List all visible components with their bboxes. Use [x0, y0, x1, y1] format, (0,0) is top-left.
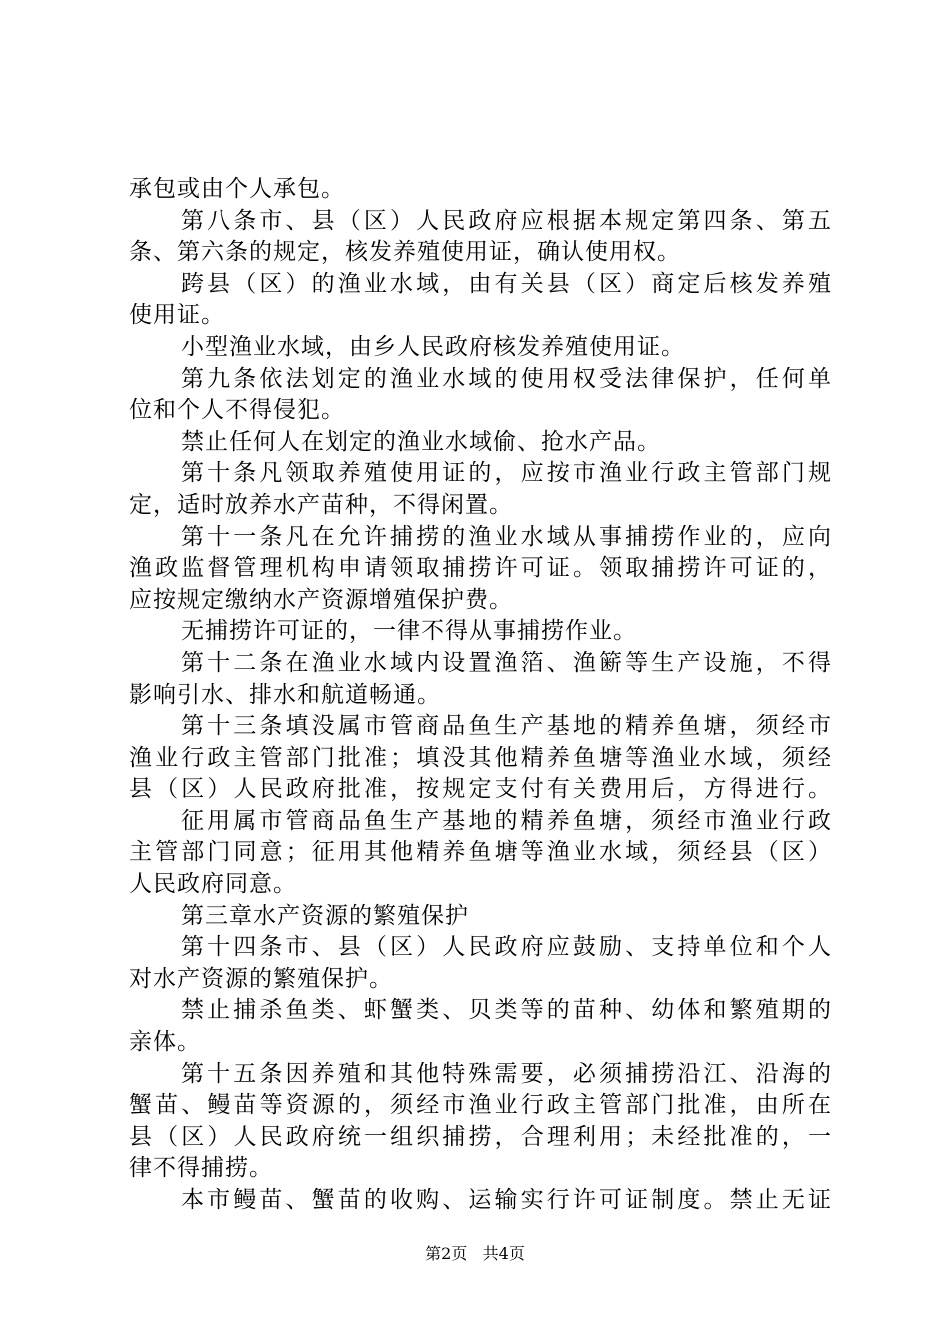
text-line: 蟹苗、鳗苗等资源的，须经市渔业行政主管部门批准，由所在 — [129, 1092, 831, 1119]
text-line: 第十二条在渔业水域内设置渔箔、渔簖等生产设施，不得 — [181, 649, 831, 676]
text-line: 禁止捕杀鱼类、虾蟹类、贝类等的苗种、幼体和繁殖期的 — [181, 997, 831, 1024]
text-line: 小型渔业水域，由乡人民政府核发养殖使用证。 — [181, 333, 685, 360]
text-line: 跨县（区）的渔业水域，由有关县（区）商定后核发养殖 — [181, 270, 831, 297]
text-line: 征用属市管商品鱼生产基地的精养鱼塘，须经市渔业行政 — [181, 807, 831, 834]
text-line: 第十三条填没属市管商品鱼生产基地的精养鱼塘，须经市 — [181, 713, 831, 740]
text-line: 定，适时放养水产苗种，不得闲置。 — [129, 491, 513, 518]
text-line: 渔政监督管理机构申请领取捕捞许可证。领取捕捞许可证的， — [129, 555, 831, 582]
page-total: 共4页 — [482, 1244, 525, 1263]
text-line: 禁止任何人在划定的渔业水域偷、抢水产品。 — [181, 428, 661, 455]
footer-gap — [472, 1244, 477, 1263]
text-line: 第十一条凡在允许捕捞的渔业水域从事捕捞作业的，应向 — [181, 523, 831, 550]
text-line: 位和个人不得侵犯。 — [129, 397, 345, 424]
text-line: 第十条凡领取养殖使用证的，应按市渔业行政主管部门规 — [181, 460, 831, 487]
text-line: 县（区）人民政府批准，按规定支付有关费用后，方得进行。 — [129, 776, 831, 803]
text-line: 律不得捕捞。 — [129, 1155, 273, 1182]
text-line: 影响引水、排水和航道畅通。 — [129, 681, 441, 708]
text-line: 无捕捞许可证的，一律不得从事捕捞作业。 — [181, 618, 637, 645]
text-line: 第九条依法划定的渔业水域的使用权受法律保护，任何单 — [181, 365, 831, 392]
text-line: 第八条市、县（区）人民政府应根据本规定第四条、第五 — [181, 207, 831, 234]
text-line: 本市鳗苗、蟹苗的收购、运输实行许可证制度。禁止无证 — [181, 1187, 831, 1213]
text-line: 对水产资源的繁殖保护。 — [129, 965, 393, 992]
text-line: 人民政府同意。 — [129, 871, 297, 898]
text-line: 主管部门同意；征用其他精养鱼塘等渔业水域，须经县（区） — [129, 839, 831, 866]
text-line: 应按规定缴纳水产资源增殖保护费。 — [129, 586, 513, 613]
text-line: 第十五条因养殖和其他特殊需要，必须捕捞沿江、沿海的 — [181, 1060, 831, 1087]
text-line: 条、第六条的规定，核发养殖使用证，确认使用权。 — [129, 239, 681, 266]
text-line: 使用证。 — [129, 302, 225, 329]
text-line: 承包或由个人承包。 — [129, 176, 345, 202]
document-body — [129, 174, 831, 1217]
text-line: 第十四条市、县（区）人民政府应鼓励、支持单位和个人 — [181, 934, 831, 961]
chapter-heading: 第三章水产资源的繁殖保护 — [181, 902, 469, 929]
page-number: 第2页 — [425, 1244, 468, 1263]
text-line: 县（区）人民政府统一组织捕捞，合理利用；未经批准的，一 — [129, 1123, 831, 1150]
page-footer — [0, 1244, 950, 1264]
text-line: 亲体。 — [129, 1029, 201, 1056]
text-line: 渔业行政主管部门批准；填没其他精养鱼塘等渔业水域，须经 — [129, 744, 831, 771]
